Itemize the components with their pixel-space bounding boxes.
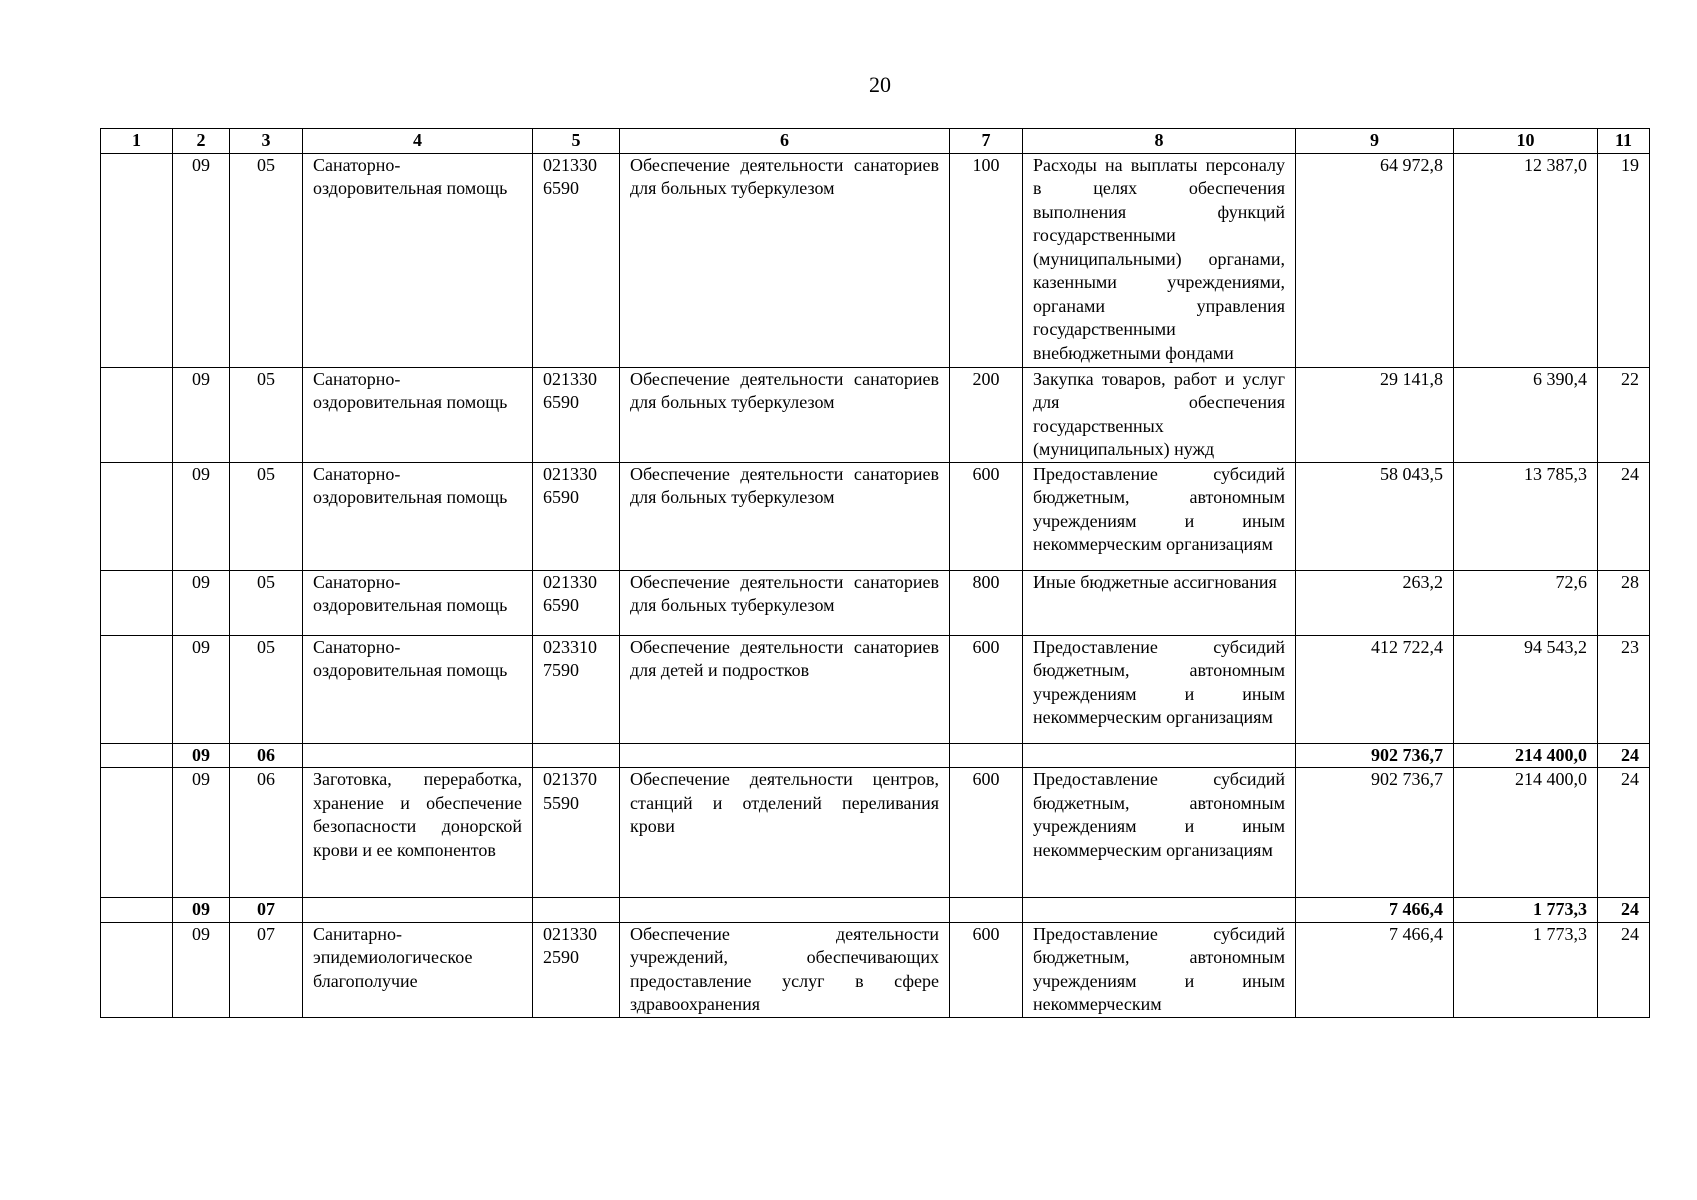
cell-col-9: 29 141,8 [1296,367,1454,462]
cell-col-4 [303,898,533,923]
cell-col-1 [101,743,173,768]
cell-col-8: Закупка товаров, работ и услуг для обеспечения государственных (муниципальных) нужд [1023,367,1296,462]
cell-col-8 [1023,898,1296,923]
cell-col-11: 24 [1598,922,1650,1017]
cell-col-1 [101,768,173,898]
cell-col-9: 412 722,4 [1296,635,1454,743]
cell-col-2: 09 [173,635,230,743]
cell-col-1 [101,570,173,635]
cell-col-2: 09 [173,570,230,635]
cell-col-6: Обеспечение деятельности центров, станций и отделений переливания крови [620,768,950,898]
header-col-5: 5 [533,129,620,154]
cell-col-4: Санаторно-оздоровительная помощь [303,462,533,570]
cell-col-10: 72,6 [1454,570,1598,635]
table-row [101,367,1650,462]
cell-col-3: 07 [230,922,303,1017]
table-body [101,153,1650,1017]
cell-col-6: Обеспечение деятельности санаториев для больных туберкулезом [620,153,950,367]
cell-col-3: 05 [230,462,303,570]
cell-col-6: Обеспечение деятельности учреждений, обеспечивающих предоставление услуг в сфере здравоохранения [620,922,950,1017]
cell-col-1 [101,462,173,570]
cell-col-1 [101,635,173,743]
cell-col-11: 24 [1598,462,1650,570]
cell-col-8: Предоставление субсидий бюджетным, автономным учреждениям и иным некоммерческим организациям [1023,768,1296,898]
cell-col-11: 22 [1598,367,1650,462]
cell-col-4: Санаторно-оздоровительная помощь [303,367,533,462]
cell-col-8: Предоставление субсидий бюджетным, автономным учреждениям и иным некоммерческим [1023,922,1296,1017]
header-col-4: 4 [303,129,533,154]
cell-col-10: 214 400,0 [1454,768,1598,898]
cell-col-10: 6 390,4 [1454,367,1598,462]
cell-col-2: 09 [173,462,230,570]
cell-col-11: 19 [1598,153,1650,367]
table-row [101,570,1650,635]
cell-col-2: 09 [173,768,230,898]
cell-col-1 [101,153,173,367]
table-row [101,922,1650,1017]
cell-col-3: 05 [230,635,303,743]
cell-col-7: 100 [950,153,1023,367]
cell-col-5: 021370 5590 [533,768,620,898]
cell-col-8: Предоставление субсидий бюджетным, автономным учреждениям и иным некоммерческим организациям [1023,462,1296,570]
cell-col-2: 09 [173,153,230,367]
table-header [101,129,1650,154]
cell-col-6 [620,898,950,923]
cell-col-1 [101,898,173,923]
cell-col-6: Обеспечение деятельности санаториев для больных туберкулезом [620,367,950,462]
cell-col-11: 24 [1598,898,1650,923]
cell-col-3: 05 [230,570,303,635]
cell-col-10: 214 400,0 [1454,743,1598,768]
cell-col-10: 1 773,3 [1454,922,1598,1017]
cell-col-7: 800 [950,570,1023,635]
table-row [101,635,1650,743]
cell-col-4: Санаторно-оздоровительная помощь [303,635,533,743]
cell-col-10: 13 785,3 [1454,462,1598,570]
cell-col-4: Санитарно-эпидемиологическое благополучие [303,922,533,1017]
cell-col-11: 24 [1598,743,1650,768]
cell-col-9: 7 466,4 [1296,898,1454,923]
header-col-9: 9 [1296,129,1454,154]
cell-col-6 [620,743,950,768]
header-row [101,129,1650,154]
header-col-3: 3 [230,129,303,154]
cell-col-8 [1023,743,1296,768]
cell-col-7: 600 [950,635,1023,743]
cell-col-2: 09 [173,367,230,462]
subtotal-row [101,743,1650,768]
cell-col-3: 07 [230,898,303,923]
cell-col-5: 021330 6590 [533,570,620,635]
cell-col-9: 902 736,7 [1296,768,1454,898]
cell-col-7: 600 [950,768,1023,898]
cell-col-3: 06 [230,743,303,768]
cell-col-2: 09 [173,922,230,1017]
cell-col-2: 09 [173,743,230,768]
cell-col-5: 021330 2590 [533,922,620,1017]
cell-col-7 [950,898,1023,923]
cell-col-4 [303,743,533,768]
cell-col-8: Предоставление субсидий бюджетным, автономным учреждениям и иным некоммерческим организациям [1023,635,1296,743]
cell-col-9: 64 972,8 [1296,153,1454,367]
cell-col-7 [950,743,1023,768]
cell-col-5 [533,743,620,768]
page-number: 20 [869,72,891,97]
cell-col-8: Расходы на выплаты персоналу в целях обеспечения выполнения функций государственными (муниципальными) органами, казенными учреждениями, органами управления государственными внебюджетными фондами [1023,153,1296,367]
cell-col-4: Заготовка, переработка, хранение и обеспечение безопасности донорской крови и ее компонентов [303,768,533,898]
cell-col-5: 021330 6590 [533,462,620,570]
cell-col-3: 06 [230,768,303,898]
header-col-10: 10 [1454,129,1598,154]
cell-col-11: 28 [1598,570,1650,635]
cell-col-1 [101,367,173,462]
cell-col-5: 023310 7590 [533,635,620,743]
cell-col-1 [101,922,173,1017]
header-col-6: 6 [620,129,950,154]
cell-col-6: Обеспечение деятельности санаториев для больных туберкулезом [620,462,950,570]
cell-col-10: 94 543,2 [1454,635,1598,743]
cell-col-8: Иные бюджетные ассигнования [1023,570,1296,635]
cell-col-9: 902 736,7 [1296,743,1454,768]
cell-col-3: 05 [230,367,303,462]
header-col-11: 11 [1598,129,1650,154]
cell-col-5 [533,898,620,923]
cell-col-4: Санаторно-оздоровительная помощь [303,570,533,635]
cell-col-7: 200 [950,367,1023,462]
header-col-8: 8 [1023,129,1296,154]
cell-col-7: 600 [950,922,1023,1017]
budget-table [100,128,1650,1018]
cell-col-3: 05 [230,153,303,367]
cell-col-9: 7 466,4 [1296,922,1454,1017]
cell-col-9: 263,2 [1296,570,1454,635]
cell-col-10: 12 387,0 [1454,153,1598,367]
cell-col-11: 23 [1598,635,1650,743]
cell-col-9: 58 043,5 [1296,462,1454,570]
cell-col-5: 021330 6590 [533,153,620,367]
table-row [101,768,1650,898]
table-row [101,153,1650,367]
header-col-7: 7 [950,129,1023,154]
cell-col-10: 1 773,3 [1454,898,1598,923]
cell-col-4: Санаторно-оздоровительная помощь [303,153,533,367]
table-row [101,462,1650,570]
subtotal-row [101,898,1650,923]
cell-col-7: 600 [950,462,1023,570]
cell-col-2: 09 [173,898,230,923]
cell-col-6: Обеспечение деятельности санаториев для детей и подростков [620,635,950,743]
cell-col-11: 24 [1598,768,1650,898]
cell-col-6: Обеспечение деятельности санаториев для больных туберкулезом [620,570,950,635]
header-col-2: 2 [173,129,230,154]
cell-col-5: 021330 6590 [533,367,620,462]
header-col-1: 1 [101,129,173,154]
